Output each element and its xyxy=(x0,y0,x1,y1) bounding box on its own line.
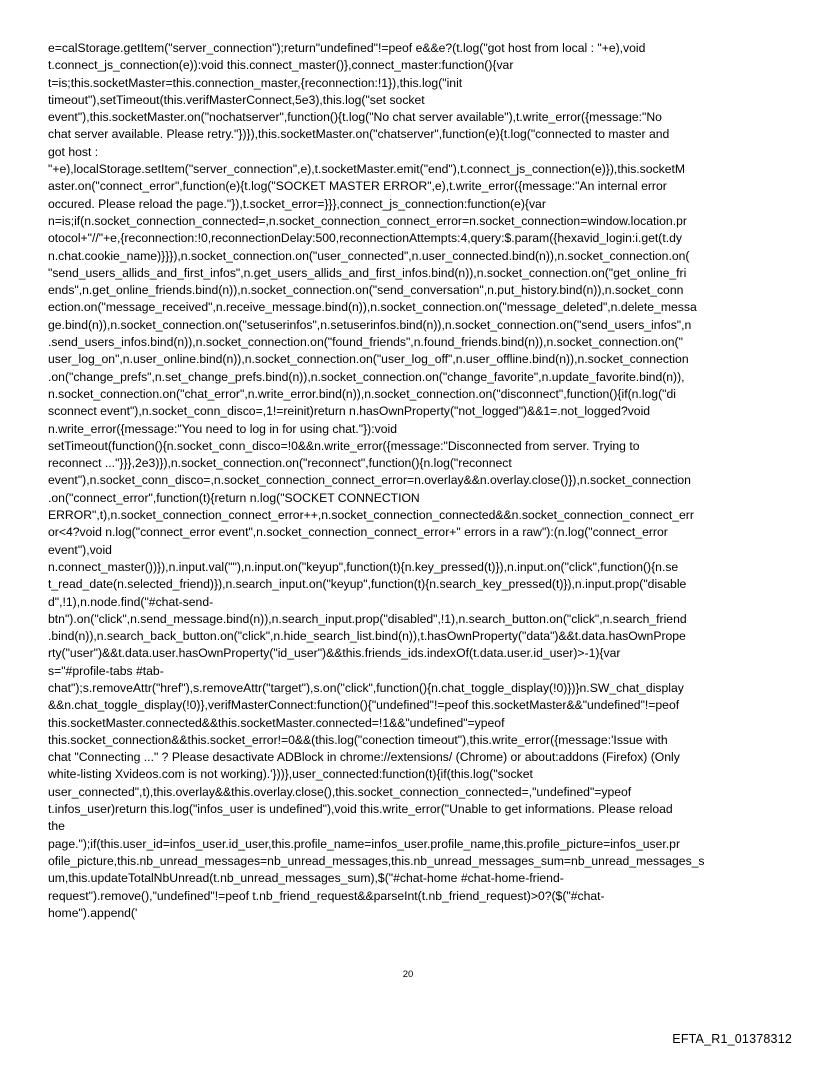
code-line: home").append(' xyxy=(48,905,138,920)
code-line: um,this.updateTotalNbUnread(t.nb_unread_messages_sum),$("#chat-home #chat-home-friend- xyxy=(48,871,564,886)
code-line: ERROR",t),n.socket_connection_connect_error++,n.socket_connection_connected&&n.socket_connection_connect_err xyxy=(48,508,694,523)
code-line: this.socketMaster.connected&&this.socketMaster.connected=!1&&"undefined"=ypeof xyxy=(48,715,505,730)
code-line: n.connect_master())}),n.input.val(""),n.input.on("keyup",function(t){n.key_pressed(t)}),n.input.on("click",function(){n.se xyxy=(48,559,679,574)
code-line: t=is;this.socketMaster=this.connection_master,{reconnection:!1}),this.log("init xyxy=(48,75,463,90)
code-line: event"),void xyxy=(48,542,112,557)
code-line: rty("user")&&t.data.user.hasOwnProperty("id_user")&&this.friends_ids.indexOf(t.data.user.id_user)>-1){var xyxy=(48,646,621,661)
code-line: page.");if(this.user_id=infos_user.id_user,this.profile_name=infos_user.profile_name,this.profile_picture=infos_user.pr xyxy=(48,836,681,851)
code-line: chat server available. Please retry."})}),this.socketMaster.on("chatserver",function(e){t.log("connected to master and xyxy=(48,127,670,142)
code-line: t.connect_js_connection(e)):void this.connect_master()},connect_master:function(){var xyxy=(48,58,514,73)
code-line: t.infos_user)return this.log("infos_user is undefined"),void this.write_error("Unable to get informations. Please reload xyxy=(48,802,673,817)
code-line: occured. Please reload the page."}),t.socket_error=}}},connect_js_connection:function(e){var xyxy=(48,196,546,211)
code-line: ection.on("message_received",n.receive_message.bind(n)),n.socket_connection.on("message_deleted",n.delete_messa xyxy=(48,300,697,315)
code-line: e=calStorage.getItem("server_connection");return"undefined"!=peof e&&e?(t.log("got host from local : "+e),void xyxy=(48,41,646,55)
code-line: .on("connect_error",function(t){return n.log("SOCKET CONNECTION xyxy=(48,490,420,505)
code-line: got host : xyxy=(48,144,99,159)
code-line: t_read_date(n.selected_friend)}),n.search_input.on("keyup",function(t){n.search_key_pressed(t)}),n.input.prop("disable xyxy=(48,577,687,592)
code-line: white-listing Xvideos.com is not working).'}))},user_connected:function(t){if(this.log("socket xyxy=(48,767,533,782)
code-line: setTimeout(function(){n.socket_conn_disco=!0&&n.write_error({message:"Disconnected from server. Trying to xyxy=(48,438,640,453)
code-line: aster.on("connect_error",function(e){t.log("SOCKET MASTER ERROR",e),t.write_error({message:"An internal error xyxy=(48,179,667,194)
code-line: reconnect ..."}}},2e3)}),n.socket_connection.on("reconnect",function(){n.log("reconnect xyxy=(48,456,512,471)
code-line: n.chat.cookie_name)}}}),n.socket_connection.on("user_connected",n.user_connected.bind(n)),n.socket_connection.on( xyxy=(48,248,690,263)
code-line: chat "Connecting ..." ? Please desactivate ADBlock in chrome://extensions/ (Chrome) or about:addons (Firefox) (Only xyxy=(48,750,680,765)
code-line: or<4?void n.log("connect_error event",n.socket_connection_connect_error+" errors in a raw"):(n.log("connect_error xyxy=(48,525,668,540)
code-line: "+e),localStorage.setItem("server_connection",e),t.socketMaster.emit("end"),t.connect_js_connection(e)}),this.socketM xyxy=(48,162,686,177)
code-line: ge.bind(n)),n.socket_connection.on("setuserinfos",n.setuserinfos.bind(n)),n.socket_connection.on("send_users_infos",n xyxy=(48,317,692,332)
code-line: .bind(n)),n.search_back_button.on("click",n.hide_search_list.bind(n)),t.hasOwnProperty("data")&&t.data.hasOwnPrope xyxy=(48,629,686,644)
code-line: this.socket_connection&&this.socket_error!=0&&(this.log("conection timeout"),this.write_error({message:'Issue with xyxy=(48,732,668,747)
code-line: request").remove(),"undefined"!=peof t.nb_friend_request&&parseInt(t.nb_friend_request)>0?($("#chat- xyxy=(48,888,605,903)
code-text-block xyxy=(48,40,770,922)
code-line: "send_users_allids_and_first_infos",n.get_users_allids_and_first_infos.bind(n)),n.socket_connection.on("get_online_fri xyxy=(48,265,687,280)
code-line: n.write_error({message:"You need to log in for using chat."}):void xyxy=(48,421,397,436)
code-line: sconnect event"),n.socket_conn_disco=,1!=reinit)return n.hasOwnProperty("not_logged")&&1=.not_logged?void xyxy=(48,404,651,419)
code-line: timeout"),setTimeout(this.verifMasterConnect,5e3),this.log("set socket xyxy=(48,92,425,107)
code-line: chat");s.removeAttr("href"),s.removeAttr("target"),s.on("click",function(){n.chat_toggle_display(!0)})}n.SW_chat_display xyxy=(48,680,684,695)
page-number: 20 xyxy=(402,969,414,980)
code-line: btn").on("click",n.send_message.bind(n)),n.search_input.prop("disabled",!1),n.search_button.on("click",n.search_friend xyxy=(48,611,687,626)
code-line: event"),this.socketMaster.on("nochatserver",function(){t.log("No chat server available"),t.write_error({message:"No xyxy=(48,110,662,125)
code-line: the xyxy=(48,819,65,834)
document-id: EFTA_R1_01378312 xyxy=(672,1032,792,1046)
code-line: .send_users_infos.bind(n)),n.socket_connection.on("found_friends",n.found_friends.bind(n)),n.socket_connection.on(" xyxy=(48,335,683,350)
code-line: user_connected",t),this.overlay&&this.overlay.close(),this.socket_connection_connected=,"undefined"=ypeof xyxy=(48,784,632,799)
code-line: n.socket_connection.on("chat_error",n.write_error.bind(n)),n.socket_connection.on("disconnect",function(){if(n.log("di xyxy=(48,386,676,401)
code-line: &&n.chat_toggle_display(!0)},verifMasterConnect:function(){"undefined"!=peof this.socketMaster&&"undefined"!=peof xyxy=(48,698,680,713)
code-line: n=is;if(n.socket_connection_connected=,n.socket_connection_connect_error=n.socket_connection=window.location.pr xyxy=(48,213,687,228)
code-line: s="#profile-tabs #tab- xyxy=(48,663,164,678)
code-line: .on("change_prefs",n.set_change_prefs.bind(n)),n.socket_connection.on("change_favorite",n.update_favorite.bind(n)), xyxy=(48,369,685,384)
code-line: ofile_picture,this.nb_unread_messages=nb_unread_messages,this.nb_unread_messages_sum=nb_unread_messages_s xyxy=(48,853,705,868)
code-line: ends",n.get_online_friends.bind(n)),n.socket_connection.on("send_conversation",n.put_history.bind(n)),n.socket_conn xyxy=(48,283,684,298)
code-line: user_log_on",n.user_online.bind(n)),n.socket_connection.on("user_log_off",n.user_offline.bind(n)),n.socket_connection xyxy=(48,352,689,367)
code-line: otocol+"//"+e,{reconnection:!0,reconnectionDelay:500,reconnectionAttempts:4,query:$.param({hexavid_login:i.get(t.dy xyxy=(48,231,682,246)
code-line: d",!1),n.node.find("#chat-send- xyxy=(48,594,214,609)
code-line: event"),n.socket_conn_disco=,n.socket_connection_connect_error=n.overlay&&n.overlay.close()}),n.socket_connection xyxy=(48,473,691,488)
